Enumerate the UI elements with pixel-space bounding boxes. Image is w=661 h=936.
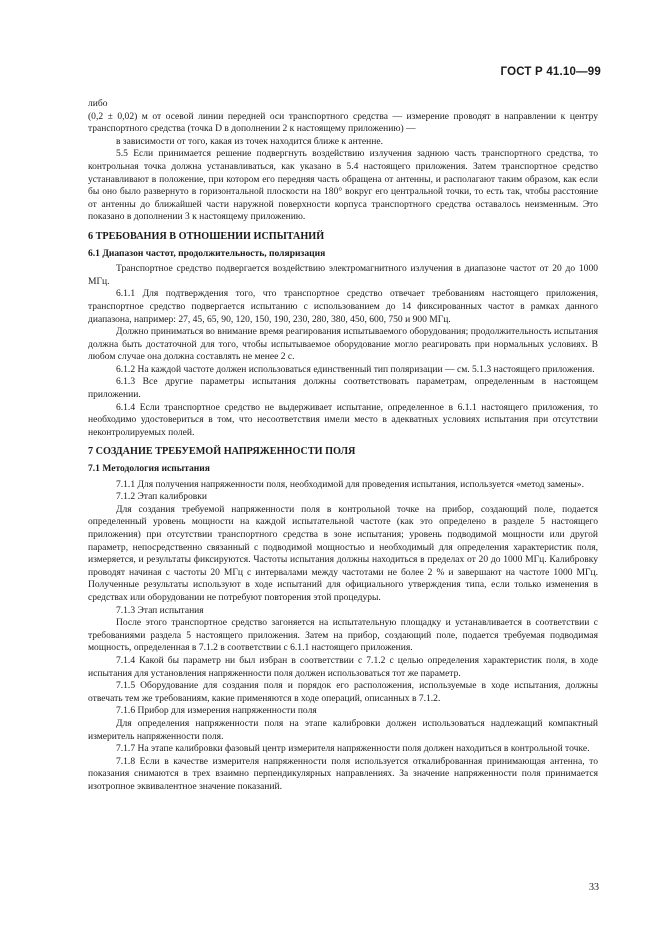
paragraph: 7.1.4 Какой бы параметр ни был избран в соответствии с 7.1.2 с целью определения характеристик поля, в ходе испытания для установления напряженности поля должен использоваться тот же параметр. <box>88 654 598 679</box>
paragraph: 6.1.4 Если транспортное средство не выдерживает испытание, определенное в 6.1.1 настоящего приложения, то необходимо удостовериться в том, что несоответствия имели место в адекватных условиях испытания при отсутствии неконтролируемых полей. <box>88 401 598 438</box>
paragraph: 6.1.1 Для подтверждения того, что транспортное средство отвечает требованиям настоящего приложения, транспортное средство подвергается испытанию с использованием до 14 фиксированных частот в рамках данного диапазона, например: 27, 45, 65, 90, 120, 150, 190, 230, 280, 380, 450, 600, 750 и 900 МГц. <box>88 288 598 325</box>
paragraph: Для определения напряженности поля на этапе калибровки должен использоваться надлежащий компактный измеритель напряженности поля. <box>88 717 598 742</box>
subsection-heading: 7.1 Методология испытания <box>88 463 210 475</box>
paragraph: Должно приниматься во внимание время реагирования испытываемого оборудования; продолжительность испытания должна быть достаточной для того, чтобы испытываемое оборудование могло реагировать при нормальных условиях. В любом случае она должна составлять не менее 2 с. <box>88 326 598 363</box>
paragraph: 7.1.7 На этапе калибровки фазовый центр измерителя напряженности поля должен находиться в контрольной точке. <box>116 743 590 755</box>
paragraph: либо <box>88 98 108 109</box>
paragraph: Для создания требуемой напряженности поля в контрольной точке на прибор, создающий поле, подается определенный уровень мощности на каждой испытательной частоте (как это определено в разделе 5 настоящего приложения) при отсутствии транспортного средства в зоне испытания; уровень подводимой мощности или другой параметр, непосредственно связанный с подводимой мощностью и необходимый для определения характеристик поля, измеряется, и результаты фиксируются. Частоты испытания должны находиться в пределах от 20 до 1000 МГц. Калибровку проводят начиная с частоты 20 МГц с интервалами между частотами не более 2 % и завершают на частоте 1000 МГц. Полученные результаты используют в ходе испытаний для официального утверждения типа, если только изменения в средствах или оборудовании не потребуют повторения этой процедуры. <box>88 503 598 603</box>
section-heading: 7 СОЗДАНИЕ ТРЕБУЕМОЙ НАПРЯЖЕННОСТИ ПОЛЯ <box>88 446 356 458</box>
document-body <box>88 98 598 793</box>
paragraph: 7.1.8 Если в качестве измерителя напряженности поля используется откалиброванная принимающая антенна, то показания снимаются в трех взаимно перпендикулярных направлениях. За значение напряженности поля принимается изотропное эквивалентное значение показаний. <box>88 755 598 792</box>
paragraph: 7.1.1 Для получения напряженности поля, необходимой для проведения испытания, используется «метод замены». <box>116 478 584 490</box>
paragraph: 7.1.6 Прибор для измерения напряженности поля <box>116 705 317 717</box>
paragraph: 7.1.5 Оборудование для создания поля и порядок его расположения, используемые в ходе испытания, должны отвечать тем же требованиям, какие применяются в ходе операций, описанных в 7.1.2. <box>88 680 598 704</box>
paragraph: 6.1.3 Все другие параметры испытания должны соответствовать параметрам, определенным в настоящем приложении. <box>88 376 598 401</box>
paragraph: 5.5 Если принимается решение подвергнуть воздействию излучения заднюю часть транспортного средства, то контрольная точка должна устанавливаться, как указано в 5.4 настоящего приложения. Затем транспортное средство устанавливают в положение, при котором его передняя часть обращена от антенны, и располагают таким образом, как если бы оно было развернуто в горизонтальной плоскости на 180° вокруг его центральной точки, то есть так, чтобы расстояние от антенны до ближайшей части наружной поверхности корпуса транспортного средства оставалось неизменным. Это показано в дополнении 3 к настоящему приложению. <box>88 148 598 223</box>
paragraph: После этого транспортное средство загоняется на испытательную площадку и устанавливается в соответствии с требованиями раздела 5 настоящего приложения. Затем на прибор, создающий поле, подается требуемая подводимая мощность, определенная в 7.1.2 в соответствии с 6.1.1 настоящего приложения. <box>88 617 598 654</box>
paragraph: 7.1.3 Этап испытания <box>116 604 204 616</box>
paragraph: 6.1.2 На каждой частоте должен использоваться единственный тип поляризации — см. 5.1.3 настоящего приложения. <box>116 363 595 375</box>
section-heading: 6 ТРЕБОВАНИЯ В ОТНОШЕНИИ ИСПЫТАНИЙ <box>88 230 325 242</box>
subsection-heading: 6.1 Диапазон частот, продолжительность, поляризация <box>88 247 326 259</box>
paragraph: 7.1.2 Этап калибровки <box>116 491 208 503</box>
paragraph: Транспортное средство подвергается воздействию электромагнитного излучения в диапазоне частот от 20 до 1000 МГц. <box>88 263 598 287</box>
paragraph: (0,2 ± 0,02) м от осевой линии передней оси транспортного средства — измерение проводят в направлении к центру транспортного средства (точка D в дополнении 2 к настоящему приложению) — <box>88 110 598 135</box>
page-number: 33 <box>589 882 599 893</box>
paragraph: в зависимости от того, какая из точек находится ближе к антенне. <box>116 135 383 147</box>
document-code-header: ГОСТ Р 41.10—99 <box>500 66 601 78</box>
